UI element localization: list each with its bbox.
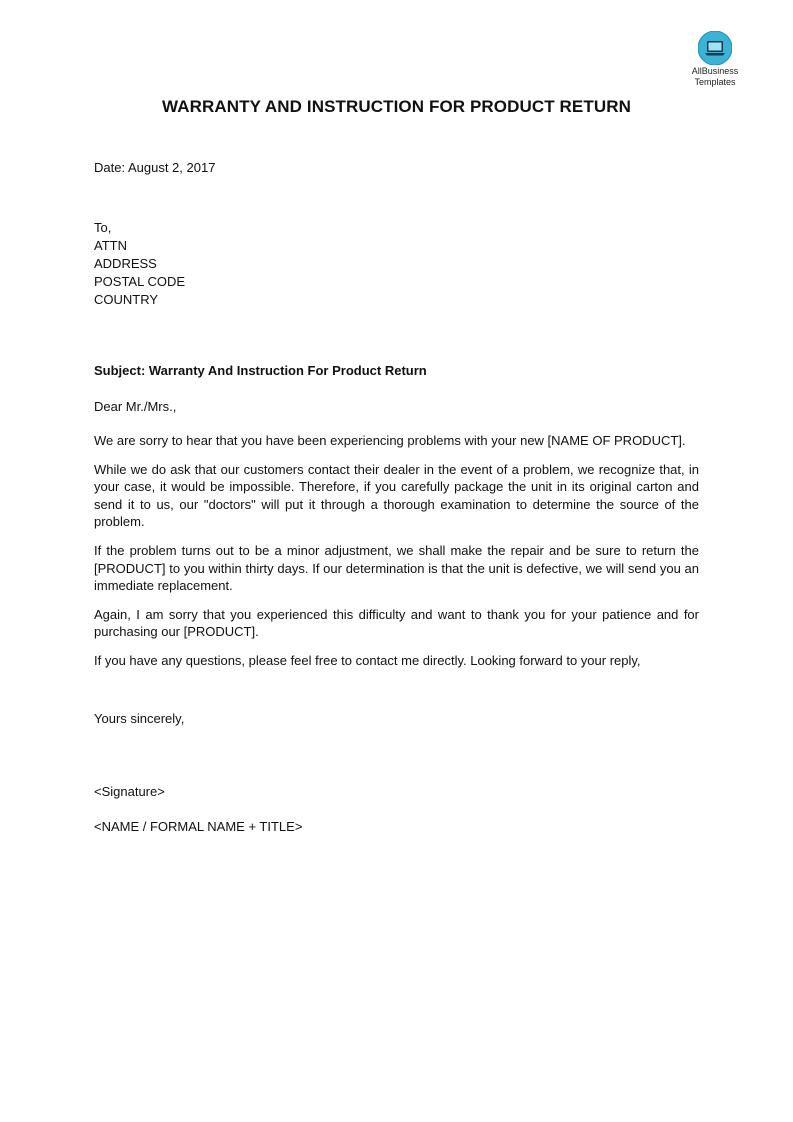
logo-text-line2: Templates [694,77,736,87]
document-title: WARRANTY AND INSTRUCTION FOR PRODUCT RETURN [162,97,631,116]
letter-date: Date: August 2, 2017 [94,160,216,175]
body-paragraph: We are sorry to hear that you have been experiencing problems with your new [NAME OF PRODUCT]. [94,433,686,448]
allbusiness-logo [680,31,750,87]
address-country: COUNTRY [94,292,159,307]
recipient-address [94,219,699,309]
logo-text-line1: AllBusiness [691,66,739,76]
name-title-placeholder: <NAME / FORMAL NAME + TITLE> [94,819,303,834]
body-paragraph: If the problem turns out to be a minor adjustment, we shall make the repair and be sure to return the [PRODUCT] to you within thirty days. If our determination is that the unit is defective, we will send you an immediate replacement. [94,542,699,594]
letter-subject: Subject: Warranty And Instruction For Product Return [94,363,427,378]
address-postal-code: POSTAL CODE [94,274,186,289]
signature-placeholder: <Signature> [94,784,165,799]
letter-body [94,432,699,681]
address-to: To, [94,220,112,235]
body-paragraph: While we do ask that our customers contact their dealer in the event of a problem, we recognize that, in your case, it would be impossible. Therefore, if you carefully package the unit in its original carton and send it to us, our "doctors" will put it through a thorough examination to determine the source of the problem. [94,461,699,530]
body-paragraph: Again, I am sorry that you experienced this difficulty and want to thank you for your patience and for purchasing our [PRODUCT]. [94,606,699,640]
laptop-icon [698,31,732,65]
address-line: ADDRESS [94,256,157,271]
letter-closing: Yours sincerely, [94,711,185,726]
body-paragraph: If you have any questions, please feel free to contact me directly. Looking forward to your reply, [94,652,641,668]
address-attn: ATTN [94,238,127,253]
letter-salutation: Dear Mr./Mrs., [94,399,177,414]
